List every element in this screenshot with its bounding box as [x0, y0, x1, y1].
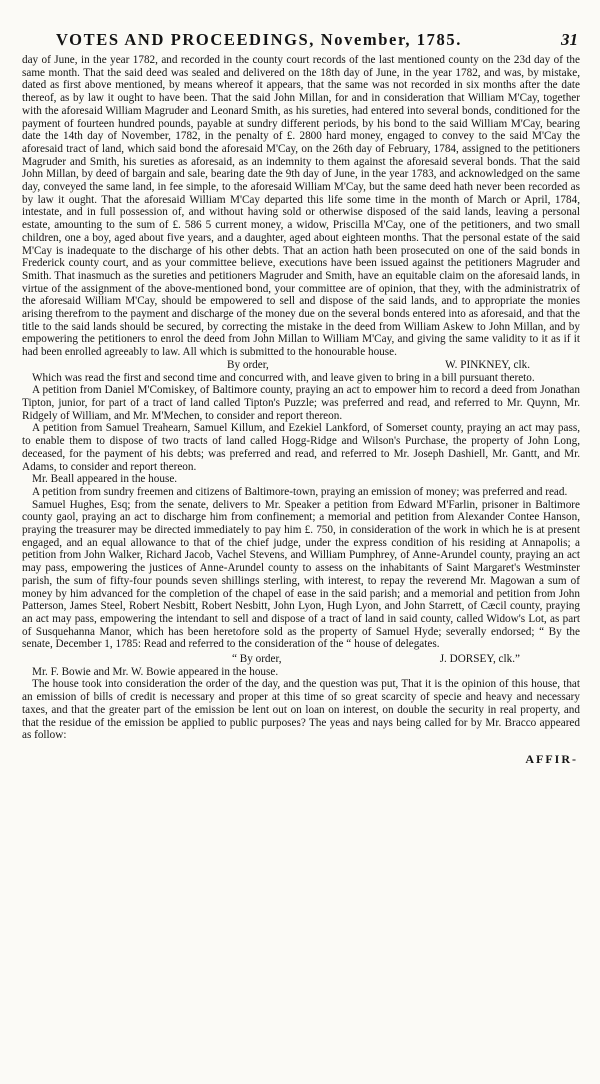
by-order-label-2: “ By order, [232, 653, 282, 666]
paragraph-baltimore-petition: A petition from sundry freemen and citizens of Baltimore-town, praying an emission of money; was preferred and read. [32, 485, 568, 498]
paragraph-beall-appeared: Mr. Beall appeared in the house. [32, 473, 178, 486]
document-body [22, 54, 580, 742]
paragraph-order-of-day: The house took into consideration the order of the day, and the question was put, That it is the opinion of this house, that an emission of bills of credit is necessary and proper at this time of so great scarcity of specie and heavy and necessary taxes, and that the greater part of the emission be lent out on loan on interest, on double the security in real property, and that the residue of the emission be applied to public purposes? The yeas and nays being called for by Mr. Bracco appeared as follow: [22, 678, 580, 742]
signature-block-2 [22, 653, 580, 666]
paragraph-bowie-appeared: Mr. F. Bowie and Mr. W. Bowie appeared in the house. [32, 665, 279, 678]
paragraph-treahearn-petition: A petition from Samuel Treahearn, Samuel Killum, and Ezekiel Lankford, of Somerset county, praying an act may pass, to enable them to dispose of two tracts of land called Hogg-Ridge and Wilson's Purchase, the property of John Long, deceased, for the payment of his debts; was preferred and read, and referred to Mr. Joseph Dashiell, Mr. Gantt, and Mr. Adams, to consider and report thereon. [22, 422, 580, 473]
signature-block-1 [22, 359, 580, 372]
catchword: AFFIR- [525, 751, 578, 766]
page-number: 31 [561, 30, 578, 49]
running-header [56, 30, 580, 50]
header-title: VOTES AND PROCEEDINGS, November, 1785. [56, 30, 462, 49]
paragraph-mccomiskey-petition: A petition from Daniel M'Comiskey, of Baltimore county, praying an act to empower him to record a deed from Jonathan Tipton, junior, for part of a tract of land called Tipton's Puzzle; was preferred and read, and referred to Mr. Quynn, Mr. Ridgely of William, and Mr. M'Mechen, to consider and report thereon. [22, 384, 580, 422]
by-order-label: By order, [227, 358, 269, 371]
committee-report-paragraph: day of June, in the year 1782, and recorded in the county court records of the last mentioned county on the 23d day of the same month. That the said deed was sealed and delivered on the 18th day of June, in the year 1782, and was, by mistake, dated as first above mentioned, by means whereof it appears, that the same was not recorded in six months after the date thereof, as by law it ought to have been. That the said John Millan, for and in consideration that William M'Cay, together with the aforesaid William Magruder and Leonard Smith, as his sureties, had entered into several bonds, conditioned for the payment of fourteen hundred pounds, payable at sundry different periods, by his bond to the said William M'Cay, bearing date the 14th day of November, 1782, in the penalty of £. 2800 hard money, engaged to convey to the said M'Cay the aforesaid tract of land, which said bond the aforesaid M'Cay, on the 26th day of February, 1784, assigned to the petitioners Magruder and Smith, his sureties as aforesaid, as an indemnity to them against the aforesaid several bonds. That the said John Millan, by deed of bargain and sale, bearing date the 9th day of June, in the year 1783, and acknowledged on the same day, conveyed the same land, in fee simple, to the aforesaid William M'Cay, but the same deed hath never been recorded as by law it ought. That the aforesaid William M'Cay departed this life some time in the month of March or April, 1784, intestate, and in full possession of, and without having sold or otherwise disposed of the said lands, leaving a personal estate, amounting to the sum of £. 586 5 current money, a widow, Priscilla M'Cay, one of the petitioners, and two small children, one a boy, aged about five years, and a daughter, aged about eighteen months. That the personal estate of the said M'Cay is inadequate to the discharge of his other debts. That an action hath been prosecuted on one of the said bonds in Frederick county court, and as your committee believe, executions have been issued against the petitioners Magruder and Smith. That inasmuch as the sureties and petitioners Magruder and Smith, have an equitable claim on the aforesaid lands, in virtue of the assignment of the above-mentioned bond, your committee are of opinion, that they, with the administratrix of the aforesaid William M'Cay, should be empowered to sell and dispose of the said lands, and to appropriate the monies arising therefrom to the payment and discharge of the money due on the several bonds entered into as aforesaid, and that the title to the said lands should be secured, by correcting the mistake in the deed from William Askew to John Millan, and by empowering the petitioners to enrol the deed from John Millan to William M'Cay, and giving the same validity to it as if it had been enrolled agreeably to law. All which is submitted to the honourable house. [22, 54, 580, 359]
paragraph-concurred: Which was read the first and second time and concurred with, and leave given to bring in a bill pursuant thereto. [32, 371, 535, 384]
paragraph-senate-message: Samuel Hughes, Esq; from the senate, delivers to Mr. Speaker a petition from Edward M'Farlin, prisoner in Baltimore county gaol, praying an act to discharge him from confinement; a memorial and petition from Alexander Contee Hanson, praying the treasurer may be directed immediately to pay him £. 750, in consideration of the work in which he is at present engaged, and an equal allowance to that of the chief judge, under the express condition of his residing at Annapolis; a petition from John Walker, Richard Jacob, Vachel Stevens, and William Pumphrey, of Anne-Arundel county, praying an act may pass, empowering the justices of Anne-Arundel county to assess on the inhabitants of Saint Margaret's Westminster parish, the sum of fifty-four pounds seven shillings sterling, with interest, to repay the reverend Mr. Magowan a sum of money by him advanced for the completion of the chapel of ease in the said parish; and a memorial and petition from John Patterson, James Steel, Robert Nesbitt, Robert Nesbitt, John Lyon, Hugh Lyon, and John Starrett, of Cæcil county, praying an act may pass, empowering the intendant to sell and dispose of a tract of land in said county, called Widow's Lot, as part of Susquehanna Manor, which has been heretofore sold as the property of Samuel Hyde; severally endorsed; “ By the senate, December 1, 1785: Read and referred to the consideration of the “ house of delegates. [22, 498, 580, 651]
clerk-signature-2: J. DORSEY, clk.” [439, 653, 520, 666]
clerk-signature: W. PINKNEY, clk. [445, 358, 530, 371]
